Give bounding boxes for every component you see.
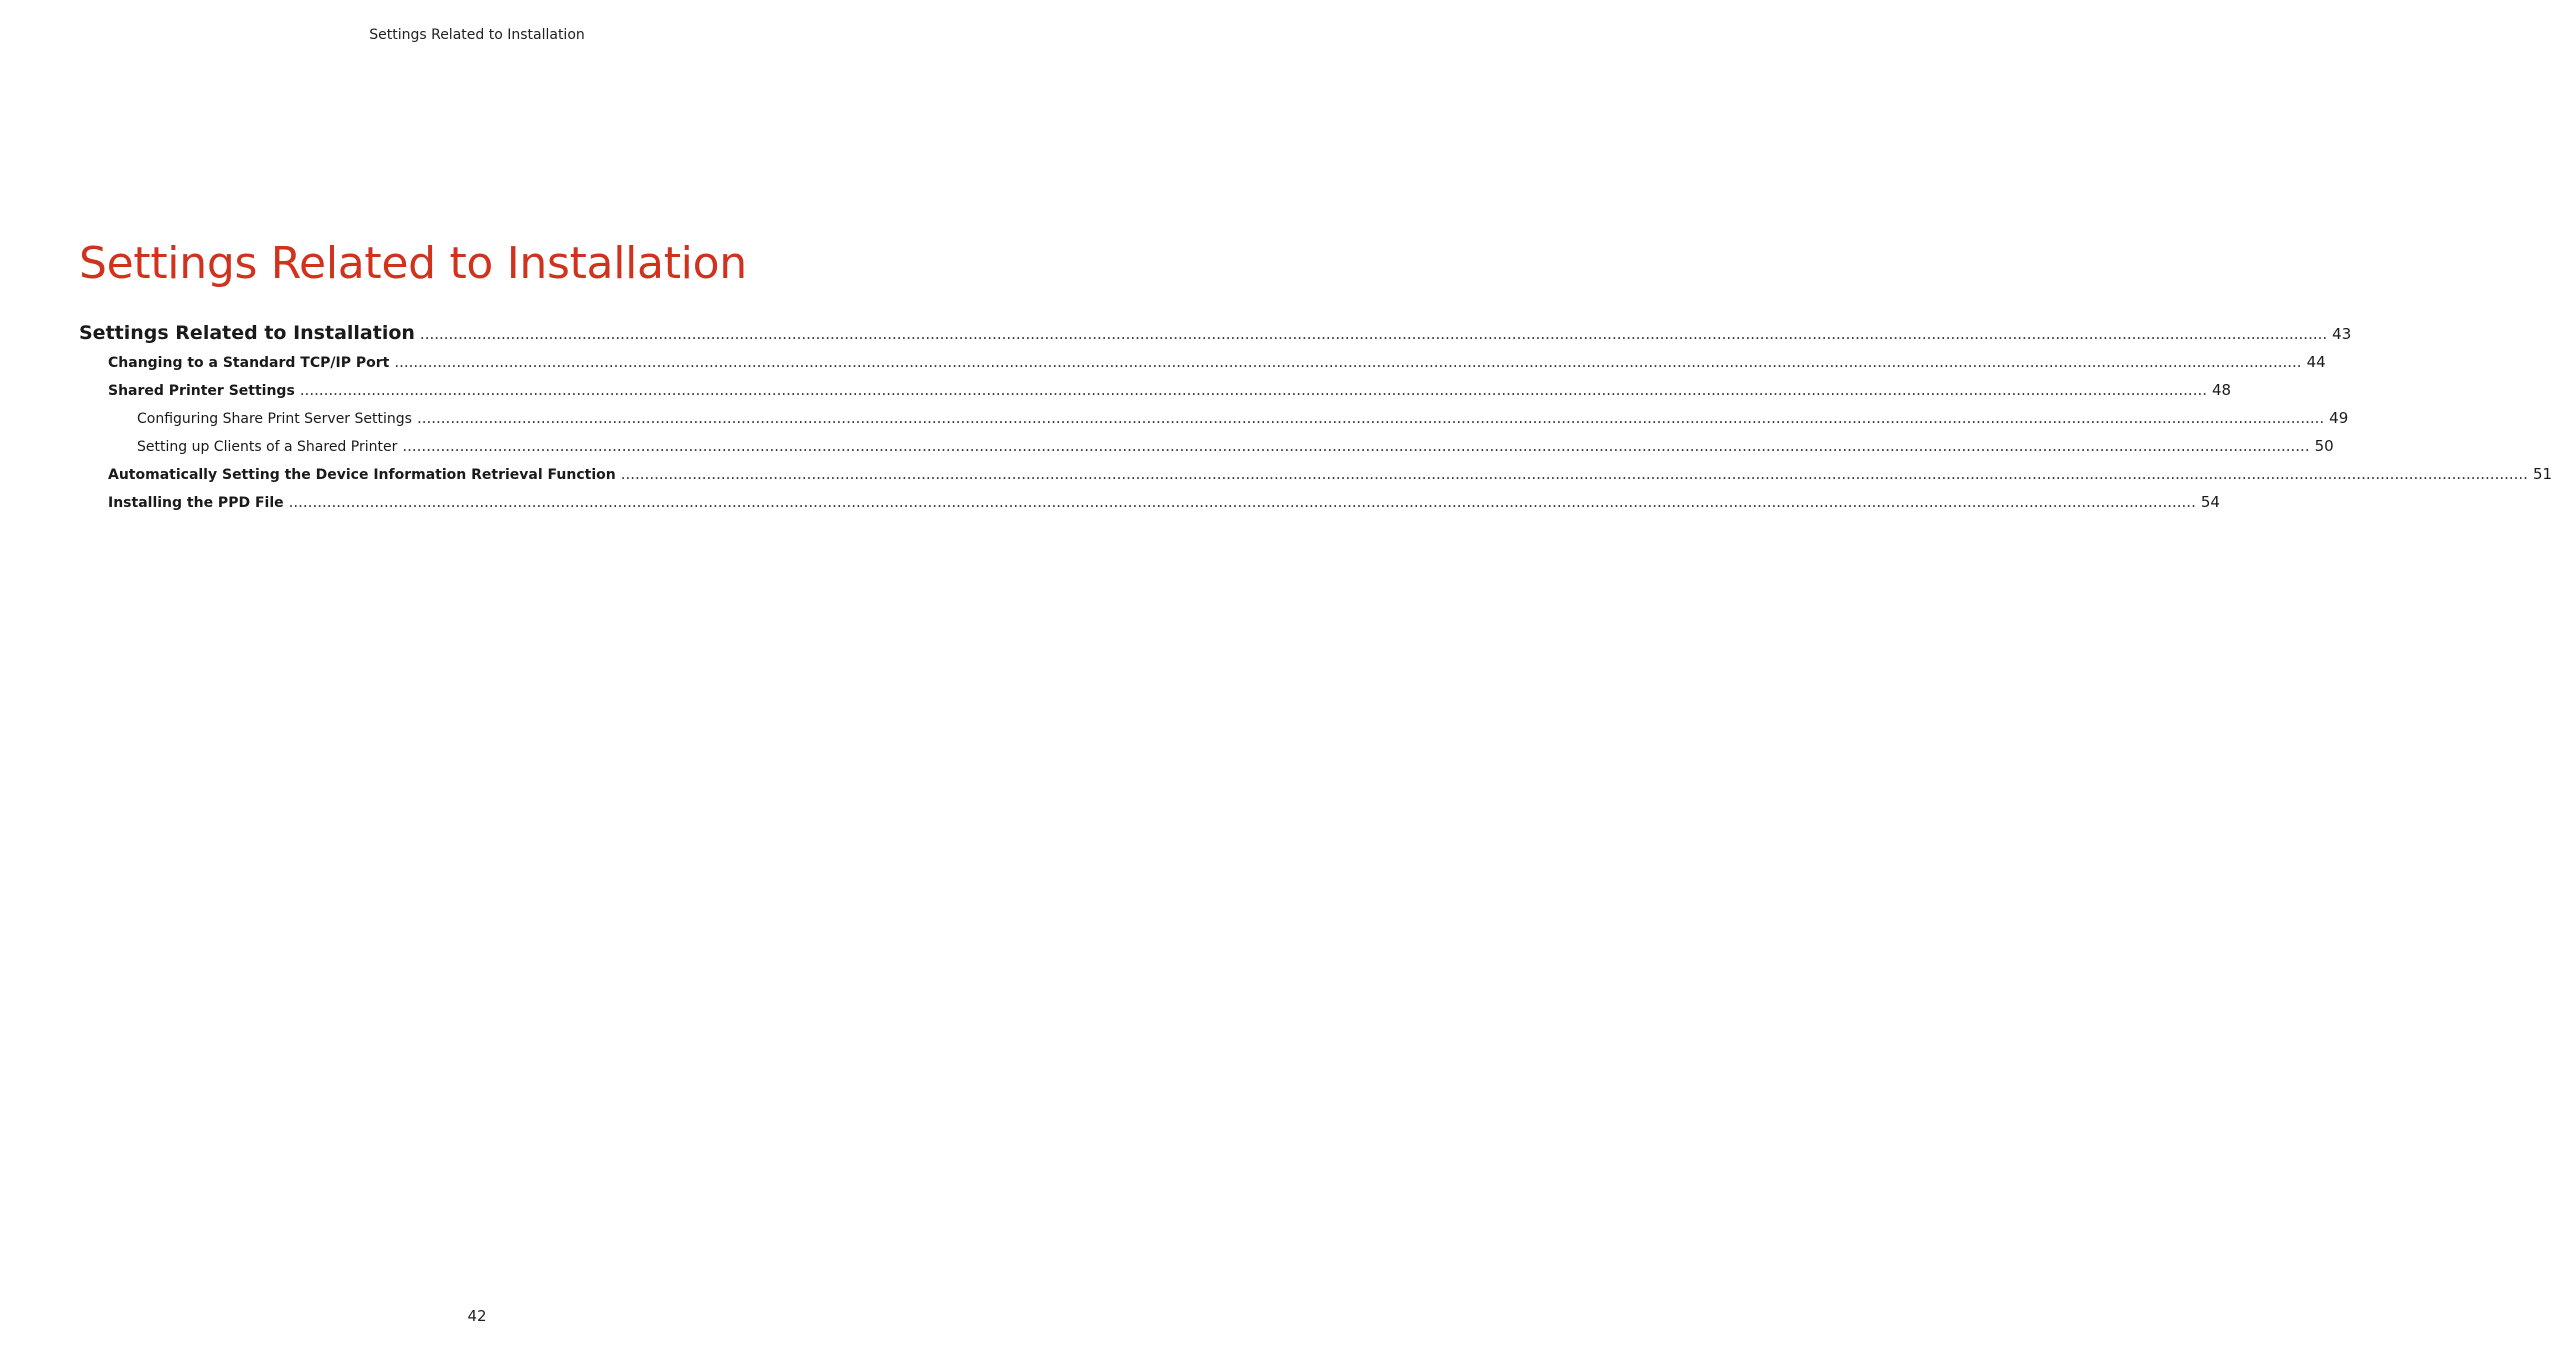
toc-entry-installing-ppd-file[interactable] — [79, 488, 2220, 516]
toc-entry-label[interactable]: Setting up Clients of a Shared Printer — [137, 439, 398, 455]
toc-entry-page[interactable]: 49 — [2329, 409, 2349, 427]
chapter-title: Settings Related to Installation — [79, 238, 747, 289]
dot-leader: ................................................................................................................................................................................................................................................................................................................................................................................................................ — [416, 409, 2325, 427]
toc-entry-page[interactable]: 50 — [2314, 437, 2334, 455]
toc-entry-label[interactable]: Settings Related to Installation — [79, 322, 415, 344]
toc-entry-page[interactable]: 54 — [2200, 493, 2220, 511]
toc-entry-changing-to-standard-tcpip-port[interactable] — [79, 348, 2326, 376]
toc-entry-label[interactable]: Automatically Setting the Device Information Retrieval Function — [108, 467, 616, 483]
toc-entry-shared-printer-settings[interactable] — [79, 376, 2232, 404]
toc-entry-settings-related-to-installation[interactable] — [79, 318, 2352, 348]
table-of-contents — [79, 318, 2552, 516]
toc-entry-label[interactable]: Shared Printer Settings — [108, 383, 295, 399]
toc-entry-label[interactable]: Installing the PPD File — [108, 495, 284, 511]
dot-leader: ................................................................................................................................................................................................................................................................................................................................................................................................................ — [394, 353, 2302, 371]
toc-entry-configuring-share-print-server-settings[interactable] — [79, 404, 2349, 432]
dot-leader: ................................................................................................................................................................................................................................................................................................................................................................................................................ — [620, 465, 2528, 483]
toc-entry-page[interactable]: 48 — [2212, 381, 2232, 399]
dot-leader: ................................................................................................................................................................................................................................................................................................................................................................................................................ — [299, 381, 2208, 399]
page-number: 42 — [467, 1307, 487, 1325]
toc-entry-page[interactable]: 44 — [2306, 353, 2326, 371]
toc-entry-label[interactable]: Configuring Share Print Server Settings — [137, 411, 412, 427]
dot-leader: ................................................................................................................................................................................................................................................................................................................................................................................................................ — [288, 493, 2196, 511]
dot-leader: ................................................................................................................................................................................................................................................................................................................................................................................................................ — [419, 325, 2328, 343]
running-header: Settings Related to Installation — [369, 27, 585, 43]
toc-entry-page[interactable]: 43 — [2332, 325, 2352, 343]
toc-entry-automatically-setting-device-information-retrieval[interactable] — [79, 460, 2552, 488]
dot-leader: ................................................................................................................................................................................................................................................................................................................................................................................................................ — [402, 437, 2310, 455]
toc-entry-page[interactable]: 51 — [2532, 465, 2552, 483]
toc-entry-setting-up-clients-of-shared-printer[interactable] — [79, 432, 2334, 460]
toc-entry-label[interactable]: Changing to a Standard TCP/IP Port — [108, 355, 390, 371]
